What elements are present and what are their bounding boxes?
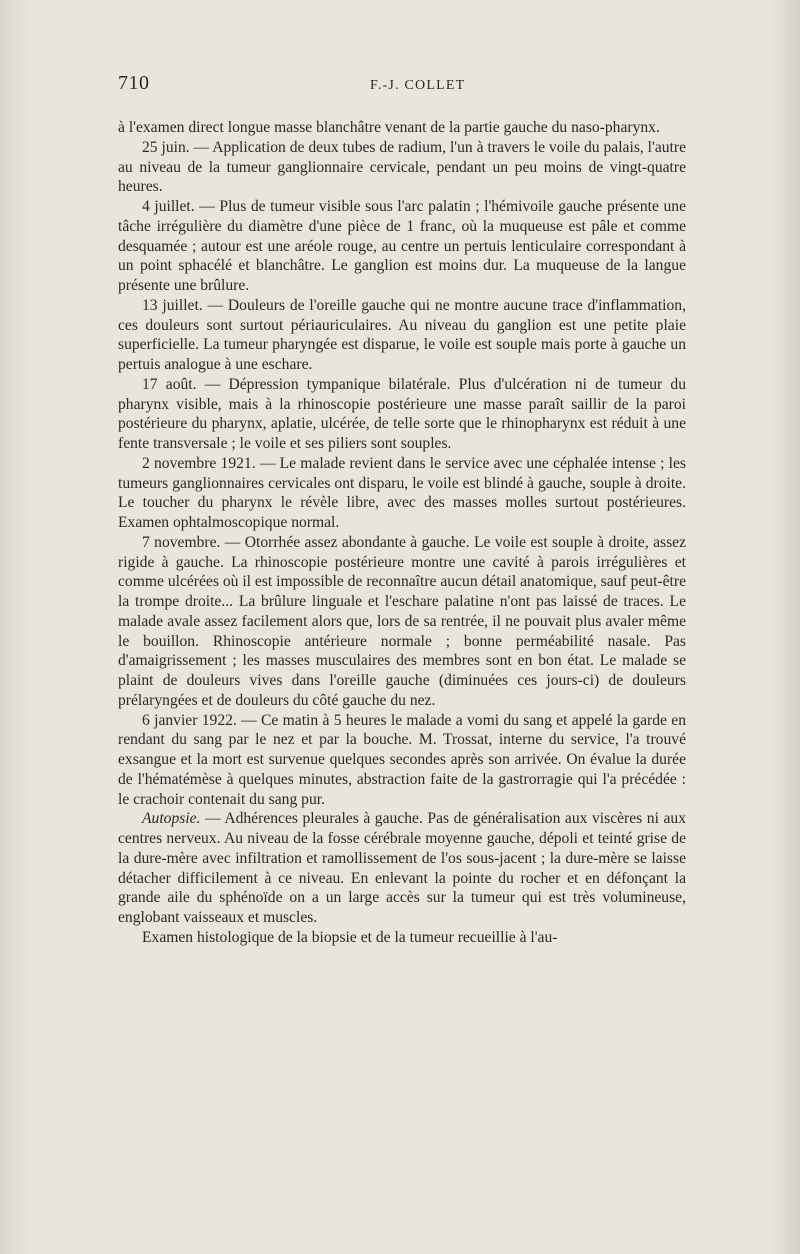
section-lead: Autopsie. — [142, 810, 201, 828]
paragraph: 25 juin. — Application de deux tubes de radium, l'un à travers le voile du palais, l'autre au niveau de la tumeur ganglionnaire cervicale, pendant un peu moins de vingt-quatre heures. — [118, 138, 686, 196]
paragraph: 13 juillet. — Douleurs de l'oreille gauche qui ne montre aucune trace d'inflammation, ces douleurs sont surtout périauriculaires. Au niveau du ganglion est une petite plaie superficielle. La tumeur pharyngée est disparue, le voile est souple mais porte à gauche un pertuis analogue à une eschare. — [118, 296, 686, 373]
page-header — [118, 72, 688, 102]
body-text — [118, 118, 686, 948]
paragraph: Examen histologique de la biopsie et de la tumeur recueillie à l'au- — [142, 928, 558, 946]
running-head: F.-J. COLLET — [370, 78, 466, 93]
page-number: 710 — [118, 72, 150, 94]
paragraph: 17 août. — Dépression tympanique bilatérale. Plus d'ulcération ni de tumeur du pharynx visible, mais à la rhinoscopie postérieure une masse paraît saillir de la paroi postérieure du pharynx, aplatie, ulcérée, de telle sorte que le rhinopharynx est réduit à une fente transversale ; le voile et ses piliers sont souples. — [118, 375, 686, 452]
paragraph: 6 janvier 1922. — Ce matin à 5 heures le malade a vomi du sang et appelé la garde en rendant du sang par le nez et par la bouche. M. Trossat, interne du service, l'a trouvé exsangue et la mort est survenue quelques secondes après son arrivée. On évalue la durée de l'hématémèse à quelques minutes, abstraction faite de la gastrorragie qui l'a précédée : le crachoir contenait du sang pur. — [118, 711, 686, 808]
paragraph: 2 novembre 1921. — Le malade revient dans le service avec une céphalée intense ; les tumeurs ganglionnaires cervicales ont disparu, le voile est blindé à gauche, souple à droite. Le toucher du pharynx le révèle libre, avec des masses molles surtout postérieures. Examen ophtalmoscopique normal. — [118, 454, 686, 531]
paragraph: à l'examen direct longue masse blanchâtre venant de la partie gauche du naso-pharynx. — [118, 119, 660, 136]
paragraph: 4 juillet. — Plus de tumeur visible sous l'arc palatin ; l'hémivoile gauche présente une tâche irrégulière du diamètre d'une pièce de 1 franc, où la muqueuse est pâle et comme desquamée ; autour est une aréole rouge, au centre un pertuis lenticulaire correspondant à un point sphacélé et blanchâtre. Le ganglion est moins dur. La muqueuse de la langue présente une brûlure. — [118, 198, 686, 294]
paragraph: 7 novembre. — Otorrhée assez abondante à gauche. Le voile est souple à droite, assez rigide à gauche. La rhinoscopie postérieure montre une cavité à parois irrégulières et comme ulcérées où il est impossible de reconnaître aucun détail anatomique, sauf peut-être la trompe droite... La brûlure linguale et l'eschare palatine n'ont pas laissé de traces. Le malade avale assez facilement alors que, lors de sa rentrée, il ne pouvait plus avaler même le bouillon. Rhinoscopie antérieure normale ; bonne perméabilité nasale. Pas d'amaigrissement ; les masses musculaires des membres sont en bon état. Le malade se plaint de douleurs vives dans l'oreille gauche (diminuées ces jours-ci) de douleurs prélaryngées et de douleurs du côté gauche du nez. — [118, 533, 686, 709]
paragraph: Autopsie. — Adhérences pleurales à gauche. Pas de généralisation aux viscères ni aux centres nerveux. Au niveau de la fosse cérébrale moyenne gauche, dépoli et teinté grise de la dure-mère avec infiltration et ramollissement de l'os sous-jacent ; la dure-mère se laisse détacher difficilement à ce niveau. En enlevant la pointe du rocher et en défonçant la grande aile du sphénoïde on a un large accès sur la tumeur qui est très volumineuse, englobant vaisseaux et muscles. — [118, 810, 686, 926]
